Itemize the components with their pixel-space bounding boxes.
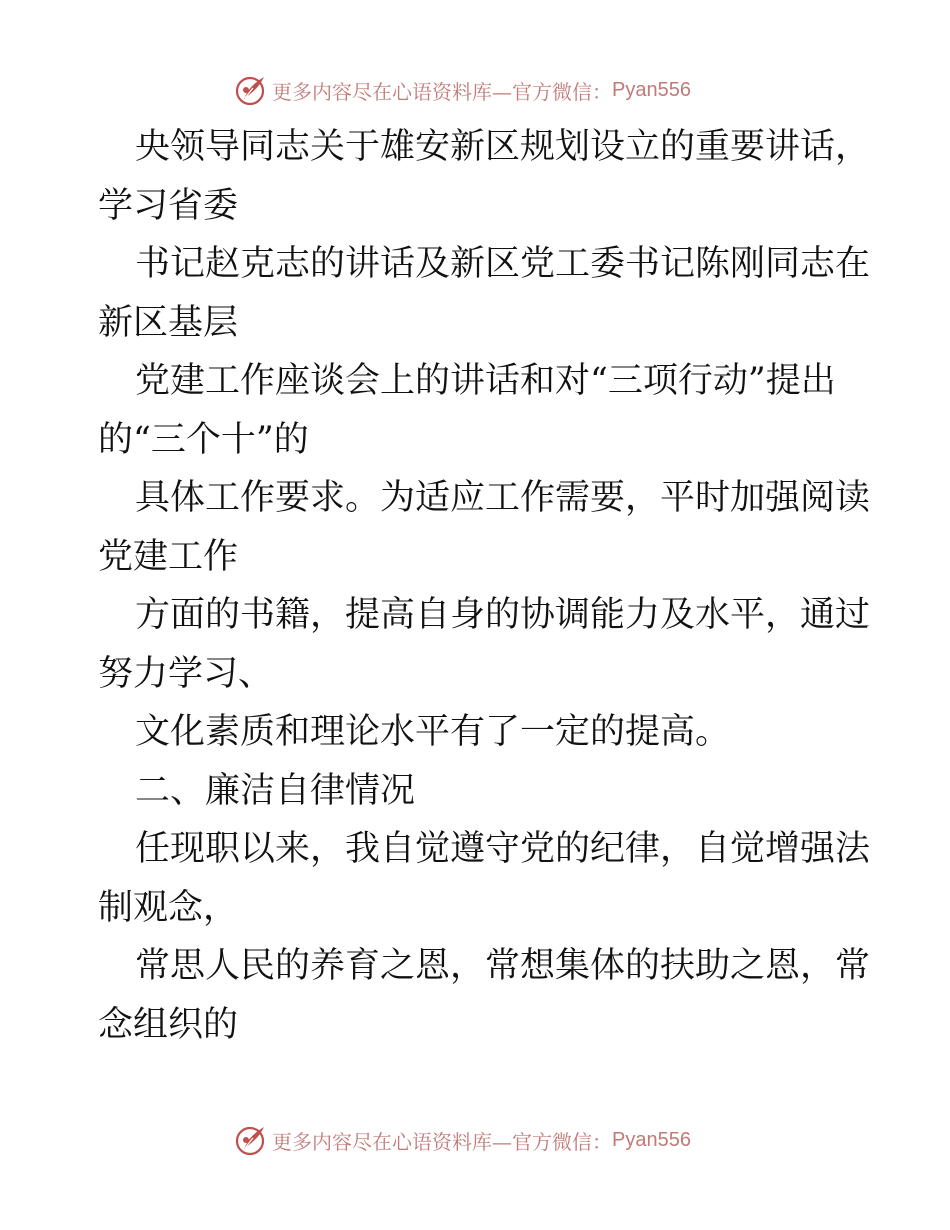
footer-watermark [234,1122,754,1158]
body-line: 念组织的 [98,1004,239,1045]
body-line: 方面的书籍，提高自身的协调能力及水平，通过 [135,595,871,635]
document-body [98,118,871,1054]
watermark-wechat-id: Pyan556 [612,1128,691,1151]
quill-logo-icon [234,1123,268,1157]
body-line: 央领导同志关于雄安新区规划设立的重要讲话， [135,127,871,167]
watermark-text: 更多内容尽在心语资料库—官方微信： [272,1129,612,1154]
body-line: 文化素质和理论水平有了一定的提高。 [135,712,731,752]
quill-logo-icon [234,73,268,107]
body-line: 努力学习、 [98,653,274,694]
header-watermark [234,72,754,108]
body-line: 制观念， [98,887,239,928]
section-heading: 二、廉洁自律情况 [135,770,416,811]
body-line: 常思人民的养育之恩，常想集体的扶助之恩，常 [135,946,871,986]
body-line: 党建工作座谈会上的讲话和对“三项行动”提出 [135,361,836,401]
body-line: 党建工作 [98,536,239,577]
body-line: 新区基层 [98,302,239,343]
body-line: 的“三个十”的 [98,419,309,460]
watermark-wechat-id: Pyan556 [612,78,691,101]
body-line: 书记赵克志的讲话及新区党工委书记陈刚同志在 [135,244,871,284]
body-line: 任现职以来，我自觉遵守党的纪律，自觉增强法 [135,829,871,869]
body-line: 具体工作要求。为适应工作需要，平时加强阅读 [135,478,871,518]
watermark-text: 更多内容尽在心语资料库—官方微信： [272,79,612,104]
body-line: 学习省委 [98,185,239,226]
